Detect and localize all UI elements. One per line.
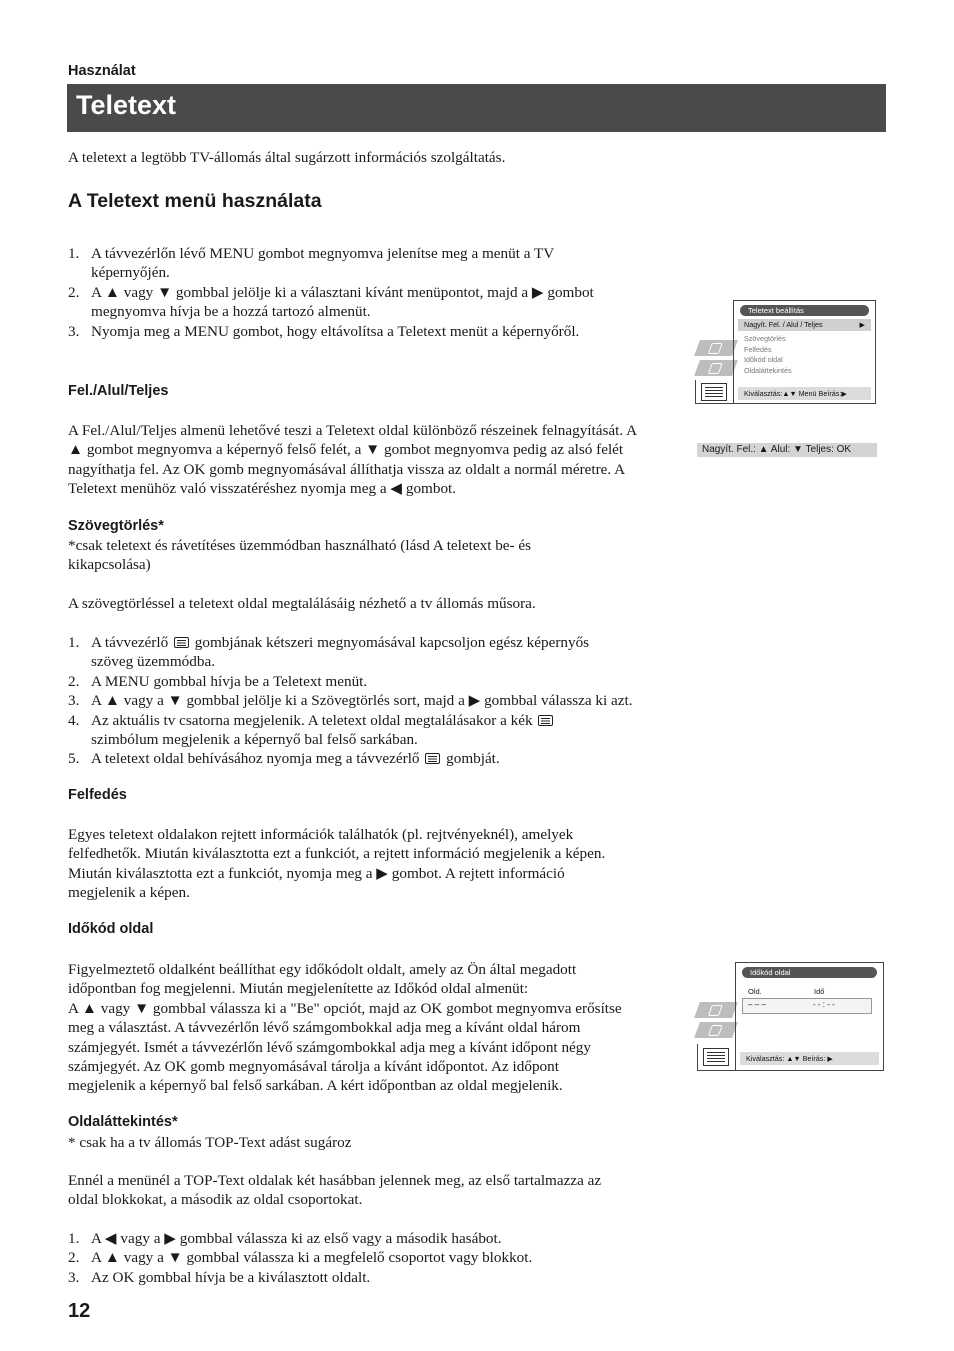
overview-paragraph: Ennél a menünél a TOP-Text oldalak két hasábban jelennek meg, az első tartalmazza az oldal blokkokat, a második az oldal csoportokat.	[68, 1172, 602, 1209]
timecode-heading: Időkód oldal	[68, 921, 154, 937]
menu-item[interactable]: Szövegtörlés	[744, 334, 786, 344]
time-column-label: Idő	[814, 987, 825, 996]
teletext-icon	[425, 753, 440, 764]
list-item: 1. A távvezérlő gombjának kétszeri megnyomásával kapcsoljon egész képernyős szöveg üzemmódba.	[68, 634, 590, 671]
zoom-heading: Fel./Alul/Teljes	[68, 383, 169, 399]
list-item: 4. Az aktuális tv csatorna megjelenik. A teletext oldal megtalálásakor a kék szimbólum megjelenik a képernyő bal felső sarkában.	[68, 711, 708, 750]
sound-icon	[694, 360, 738, 376]
menu-item[interactable]: Időkód oldal	[744, 355, 783, 365]
arrow-right-icon: ▶	[859, 320, 865, 329]
teletext-icon	[703, 1048, 729, 1066]
teletext-icon	[701, 383, 727, 401]
list-item: 1. A távvezérlőn lévő MENU gombot megnyomva jelenítse meg a menüt a TV képernyőjén.	[68, 245, 555, 282]
picture-icon	[694, 340, 738, 356]
panel-footer: Kiválasztás:▲▼ Menü Beírás:▶	[738, 387, 871, 400]
reveal-paragraph: Egyes teletext oldalakon rejtett információk találhatók (pl. rejtvényeknél), amelyek felfedhetők. Miután kiválasztotta ezt a funkciót, a rejtett információ megjelenik a képen. Miután kiválasztotta ezt a funkciót, nyomja meg a ▶ gombot. A rejtett információ megjelenik a képen.	[68, 826, 606, 902]
panel-footer: Kiválasztás: ▲▼ Beírás: ▶	[740, 1052, 879, 1065]
teletext-menu-screenshot	[693, 300, 876, 404]
list-item: 1. A ◀ vagy a ▶ gombbal válassza ki az első vagy a második hasábot.	[68, 1230, 502, 1247]
page-title: Teletext	[76, 90, 177, 120]
timecode-paragraph: Figyelmeztető oldalként beállíthat egy időkódolt oldalt, amely az Ön által megadott időpontban fog megjelenni. Miután megjelenítette az Időkód oldal almenüt: A ▲ vagy ▼ gombbal válassza ki a "Be" opciót, majd az OK gombot megnyomva erősítse meg a választást. A távvezérlőn lévő számgombokkal adja meg a kívánt oldal három számjegyét. Ismét a távvezérlőn lévő számgombokkal adja meg a kívánt időpont négy számjegyét. Az OK gomb megnyomásával tárolja a kívánt időpontot. Az időpont megjelenik a képernyő bal felső sarkában. A kért időpontban az oldal megjelenik.	[68, 961, 622, 1095]
overview-note: * csak ha a tv állomás TOP-Text adást sugároz	[68, 1134, 352, 1151]
time-value[interactable]: - - : - -	[813, 1000, 835, 1009]
reveal-heading: Felfedés	[68, 787, 127, 803]
menu-section-heading: A Teletext menü használata	[68, 190, 322, 212]
clear-intro: A szövegtörléssel a teletext oldal megtalálásáig nézhető a tv állomás műsora.	[68, 595, 536, 612]
clear-note: *csak teletext és rávetítéses üzemmódban használható (lásd A teletext be- és kikapcsolása)	[68, 537, 532, 574]
value-row[interactable]	[742, 998, 872, 1014]
timecode-screenshot	[693, 962, 884, 1071]
list-item: 2. A ▲ vagy a ▼ gombbal válassza ki a megfelelő csoportot vagy blokkot.	[68, 1249, 533, 1267]
panel-title: Időkód oldal	[742, 967, 877, 978]
menu-tab-icons	[693, 1002, 733, 1042]
clear-heading: Szövegtörlés*	[68, 518, 164, 534]
list-item: 3. Nyomja meg a MENU gombot, hogy eltávolítsa a Teletext menüt a képernyőről.	[68, 322, 580, 340]
page-column-label: Old.	[748, 987, 762, 996]
teletext-settings-panel	[733, 300, 876, 404]
list-item: 5. A teletext oldal behívásához nyomja meg a távvezérlő gombját.	[68, 750, 500, 768]
list-item: 3. Az OK gombbal hívja be a kiválasztott oldalt.	[68, 1268, 371, 1286]
page-value[interactable]: – – –	[748, 1000, 766, 1009]
section-label: Használat	[68, 63, 136, 79]
panel-title: Teletext beállítás	[740, 305, 869, 316]
clear-steps	[68, 633, 708, 769]
sound-icon	[694, 1022, 738, 1038]
title-bar	[67, 84, 886, 132]
zoom-paragraph: A Fel./Alul/Teljes almenü lehetővé teszi a Teletext oldal különböző részeinek felnagyítását. A ▲ gombot megnyomva a képernyő felső felét, a ▼ gombot megnyomva pedig az alsó felét nagyíthatja fel. Az OK gomb megnyomásával állíthatja vissza az oldalt a normál méretre. A Teletext menühöz való visszatéréshez nyomja meg a ◀ gombot.	[68, 422, 638, 498]
timecode-panel	[735, 962, 884, 1071]
menu-steps	[68, 244, 688, 341]
menu-tab-icons	[693, 340, 733, 380]
menu-item[interactable]: Felfedés	[744, 344, 772, 354]
menu-item[interactable]: Oldaláttekintés	[744, 365, 792, 375]
teletext-icon	[538, 715, 553, 726]
page-number: 12	[68, 1300, 91, 1322]
overview-steps	[68, 1229, 688, 1287]
overview-heading: Oldaláttekintés*	[68, 1114, 178, 1130]
menu-item-zoom[interactable]: Nagyít. Fel. / Alul / Teljes ▶	[738, 319, 871, 331]
zoom-status-bar: Nagyít. Fel.: ▲ Alul: ▼ Teljes: OK	[697, 443, 877, 457]
list-item: 3. A ▲ vagy a ▼ gombbal jelölje ki a Szövegtörlés sort, majd a ▶ gombbal válassza ki azt.	[68, 692, 633, 710]
list-item: 2. A MENU gombbal hívja be a Teletext menüt.	[68, 672, 368, 690]
teletext-icon	[174, 637, 189, 648]
list-item: 2. A ▲ vagy ▼ gombbal jelölje ki a választani kívánt menüpontot, majd a ▶ gombot megnyomva hívja be a hozzá tartozó almenüt.	[68, 283, 594, 321]
intro-text: A teletext a legtöbb TV-állomás által sugárzott információs szolgáltatás.	[68, 149, 506, 166]
picture-icon	[694, 1002, 738, 1018]
